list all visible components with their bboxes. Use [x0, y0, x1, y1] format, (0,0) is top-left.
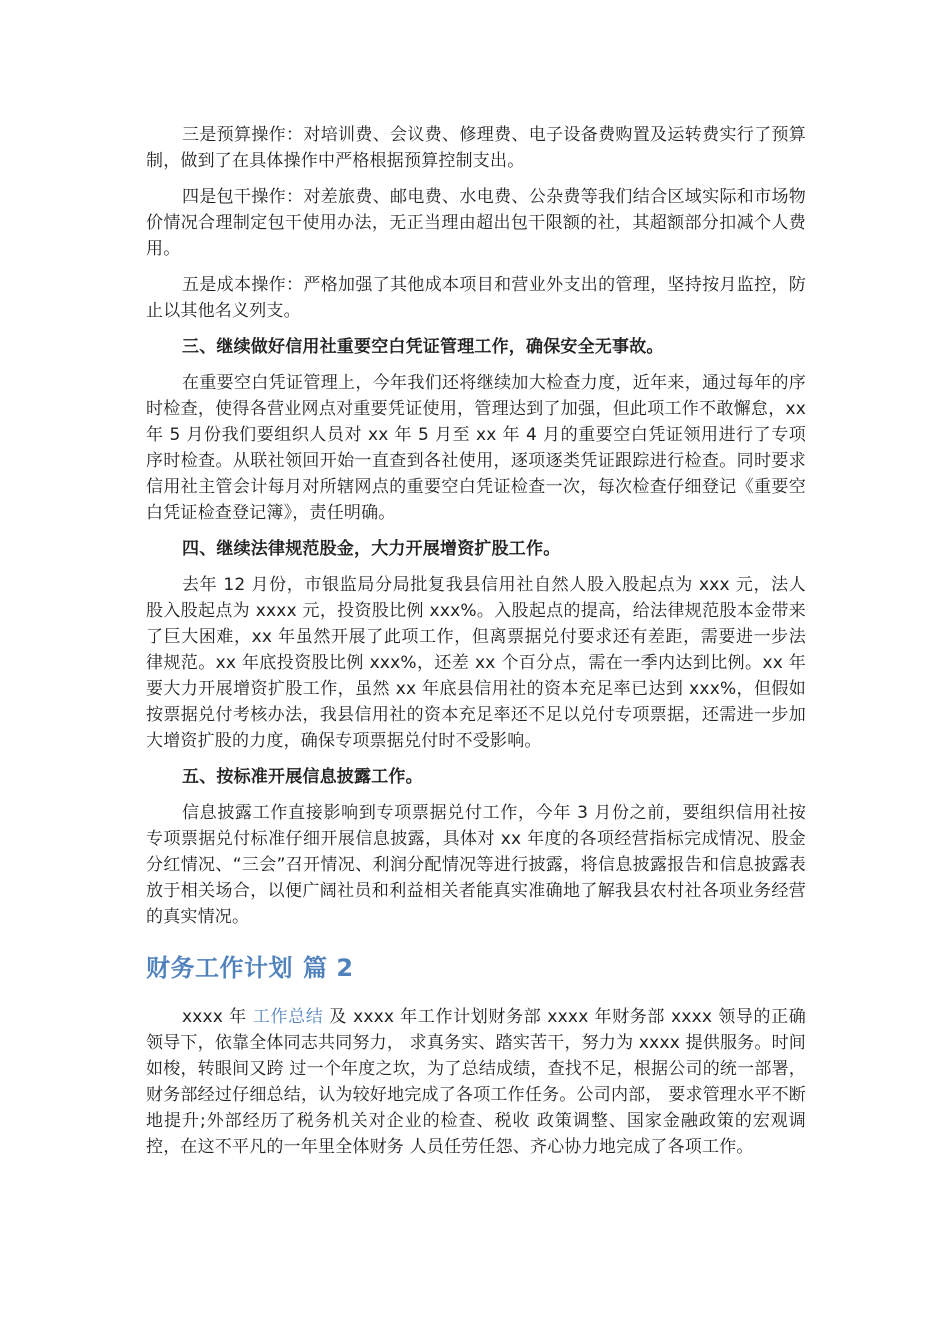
paragraph-lump-sum: 四是包干操作：对差旅费、邮电费、水电费、公杂费等我们结合区域实际和市场物价情况合理制定包干使用办法，无正当理由超出包干限额的社，其超额部分扣减个人费用。: [146, 187, 806, 259]
paragraph-info-disclosure: 信息披露工作直接影响到专项票据兑付工作，今年 3 月份之前，要组织信用社按专项票据兑付标准仔细开展信息披露，具体对 xx 年度的各项经营指标完成情况、股金分红情况、“三会”召开情况、利润分配情况等进行披露，将信息披露报告和信息披露表放于相关场合，以便广阔社员和利益相关者能真实准确地了解我县农村社各项业务经营的真实情况。: [146, 803, 806, 927]
summary-body: 及 xxxx 年工作计划财务部 xxxx 年财务部 xxxx 领导的正确领导下，依靠全体同志共同努力， 求真务实、踏实苦干，努力为 xxxx 提供服务。时间如梭，转眼间又跨 过一个年度之坎，为了总结成绩，查找不足，根据公司的统一部署， 财务部经过仔细总结，认为较好地完成了各项工作任务。公司内部， 要求管理水平不断地提升;外部经历了税务机关对企业的检查、税收 政策调整、国家金融政策的宏观调控，在这不平凡的一年里全体财务 人员任劳任怨、齐心协力地完成了各项工作。: [146, 1007, 806, 1157]
section-title: [146, 952, 806, 984]
heading-voucher-management: 三、继续做好信用社重要空白凭证管理工作，确保安全无事故。: [182, 337, 664, 357]
paragraph-share-capital: 去年 12 月份，市银监局分局批复我县信用社自然人股入股起点为 xxx 元，法人股入股起点为 xxxx 元，投资股比例 xxx%。入股起点的提高，给法律规范股本金带来了巨大困难，xx 年虽然开展了此项工作，但离票据兑付要求还有差距，需要进一步法律规范。xx 年底投资股比例 xxx%，还差 xx 个百分点，需在一季内达到比例。xx 年要大力开展增资扩股工作，虽然 xx 年底县信用社的资本充足率已达到 xxx%，但假如按票据兑付考核办法，我县信用社的资本充足率还不足以兑付专项票据，还需进一步加大增资扩股的力度，确保专项票据兑付时不受影响。: [146, 575, 806, 751]
heading-info-disclosure: 五、按标准开展信息披露工作。: [182, 767, 423, 787]
paragraph-cost: 五是成本操作：严格加强了其他成本项目和营业外支出的管理，坚持按月监控，防止以其他名义列支。: [146, 275, 806, 321]
document-page: [146, 122, 806, 1170]
section-title-main: 财务工作计划: [146, 954, 293, 982]
summary-prefix: xxxx 年: [182, 1007, 253, 1027]
work-summary-link[interactable]: 工作总结: [252, 1007, 324, 1027]
paragraph-work-summary: [146, 1004, 806, 1160]
section-title-suffix: 篇 2: [303, 954, 354, 982]
paragraph-voucher-management: 在重要空白凭证管理上，今年我们还将继续加大检查力度，近年来，通过每年的序时检查，使得各营业网点对重要凭证使用，管理达到了加强，但此项工作不敢懈怠，xx 年 5 月份我们要组织人员对 xx 年 5 月至 xx 年 4 月的重要空白凭证领用进行了专项序时检查。从联社领回开始一直查到各社使用，逐项逐类凭证跟踪进行检查。同时要求信用社主管会计每月对所辖网点的重要空白凭证检查一次，每次检查仔细登记《重要空白凭证检查登记簿》，责任明确。: [146, 373, 806, 523]
heading-share-capital: 四、继续法律规范股金，大力开展增资扩股工作。: [182, 539, 561, 559]
paragraph-budget: 三是预算操作：对培训费、会议费、修理费、电子设备费购置及运转费实行了预算制，做到了在具体操作中严格根据预算控制支出。: [146, 125, 806, 171]
